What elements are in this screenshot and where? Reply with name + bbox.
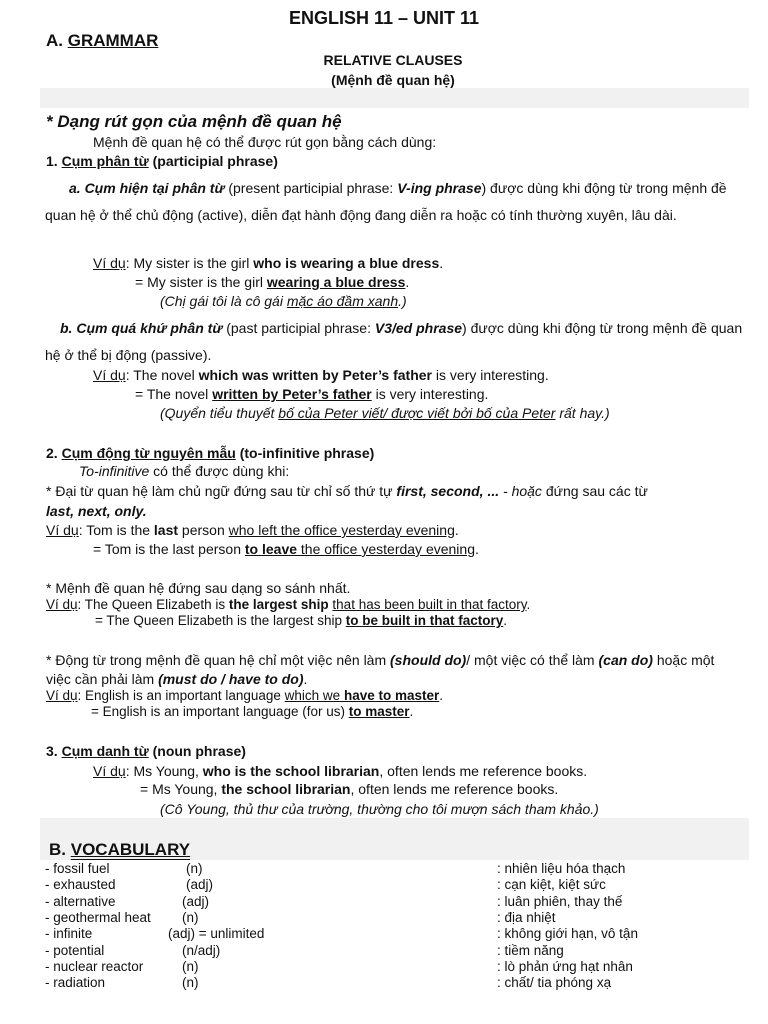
underlined-text: that has been built in that factory	[332, 597, 527, 612]
text: .	[303, 671, 308, 687]
vocab-pos: (adj)	[186, 877, 214, 893]
underlined-text: which we	[284, 688, 344, 703]
text: ) được dùng khi động từ trong mệnh đề quan hệ ở thể chủ động (active), diễn đạt hành động đang diễn ra hoặc có tính thường xuyên, lâu dài.	[45, 180, 727, 223]
text: .	[439, 255, 444, 271]
text: (past participial phrase:	[222, 320, 375, 336]
text: : Tom is the	[78, 522, 154, 538]
bold-italic-text: (must do / have to do)	[158, 671, 304, 687]
bold-text: to be built in that factory	[345, 613, 504, 628]
text: : The novel	[125, 367, 199, 383]
example-line	[95, 613, 507, 628]
part-num: 1.	[46, 153, 62, 169]
vocab-word: - potential	[45, 942, 105, 958]
vocab-pos: (n)	[186, 861, 203, 876]
text: = Ms Young,	[140, 781, 222, 797]
bold-text: wearing a blue dress	[266, 274, 406, 290]
part2-intro	[79, 463, 289, 479]
part-num: 2.	[46, 445, 62, 461]
bold-text: who is wearing a blue dress	[253, 255, 440, 271]
example-line	[93, 541, 479, 557]
vocab-word: - nuclear reactor	[45, 958, 144, 974]
text: : The Queen Elizabeth is	[77, 597, 229, 612]
vocab-meaning: : không giới hạn, vô tận	[497, 926, 638, 942]
part-label: Cụm phân từ	[61, 153, 149, 169]
section-band	[40, 88, 749, 108]
condition-line	[46, 483, 648, 499]
translation-line: (Cô Young, thủ thư của trường, thường cho tôi mượn sách tham khảo.)	[160, 801, 599, 817]
text: = The novel	[135, 386, 213, 402]
text: * Đại từ quan hệ làm chủ ngữ đứng sau từ chỉ số thứ tự	[46, 483, 397, 499]
text: : English is an important language	[77, 688, 285, 703]
vocab-meaning: : nhiên liệu hóa thạch	[497, 861, 626, 876]
text: .	[526, 597, 531, 612]
bold-text: who is the school librarian	[202, 763, 380, 779]
condition-line: last, next, only.	[46, 503, 147, 519]
page-title: ENGLISH 11 – UNIT 11	[288, 8, 480, 28]
text: rất hay.)	[555, 405, 610, 421]
text: , often lends me reference books.	[379, 763, 588, 779]
part-label: Cụm động từ nguyên mẫu	[61, 445, 236, 461]
text: * Động từ trong mệnh đề quan hệ chỉ một việc nên làm	[46, 652, 391, 668]
example-line	[46, 688, 443, 703]
part1-heading	[46, 153, 278, 169]
sub-label: b. Cụm quá khứ phân từ	[60, 320, 223, 336]
text: , often lends me reference books.	[350, 781, 559, 797]
section-label: GRAMMAR	[67, 31, 159, 50]
vocab-meaning: : lò phản ứng hạt nhân	[497, 958, 633, 974]
example-line	[93, 255, 443, 271]
vocab-meaning: : cạn kiệt, kiệt sức	[497, 877, 606, 893]
example-label: Ví dụ	[46, 688, 78, 703]
condition-line	[46, 671, 307, 687]
example-line	[135, 386, 488, 402]
bold-text: have to master	[343, 688, 440, 703]
vocab-word: - infinite	[45, 926, 93, 942]
example-line	[135, 274, 409, 290]
section-label: VOCABULARY	[70, 840, 191, 859]
text: = Tom is the last person	[93, 541, 245, 557]
example-line	[46, 597, 530, 612]
part-rest: (to-infinitive phrase)	[235, 445, 375, 461]
example-label: Ví dụ	[93, 255, 126, 271]
text: = My sister is the girl	[135, 274, 267, 290]
underlined-text: the office yesterday evening	[297, 541, 475, 557]
bold-term: V3/ed phrase	[374, 320, 463, 336]
text: = The Queen Elizabeth is the largest ship	[95, 613, 346, 628]
text: .	[474, 541, 479, 557]
text: is very interesting.	[371, 386, 489, 402]
reduce-intro: Mệnh đề quan hệ có thể được rút gọn bằng cách dùng:	[93, 134, 437, 150]
text: .	[409, 704, 414, 719]
text: đứng sau các từ	[541, 483, 648, 499]
bold-text: the school librarian	[221, 781, 351, 797]
section-prefix: A.	[46, 31, 68, 50]
part1-a-paragraph	[45, 175, 755, 229]
text: / một việc có thể làm	[466, 652, 599, 668]
text: (Quyển tiểu thuyết	[160, 405, 279, 421]
vocab-meaning: : luân phiên, thay thế	[497, 893, 623, 909]
text: person	[178, 522, 229, 538]
vocab-word: - radiation	[45, 975, 106, 991]
text: .	[503, 613, 508, 628]
example-label: Ví dụ	[93, 763, 126, 779]
vocab-pos: (n)	[182, 909, 199, 925]
vocab-word: - fossil fuel	[45, 861, 110, 876]
bold-text: to leave	[244, 541, 298, 557]
section-b-heading	[49, 840, 190, 860]
bold-text: the largest ship	[228, 597, 329, 612]
vocab-meaning: : địa nhiệt	[497, 909, 556, 925]
topic-subtitle: (Mệnh đề quan hệ)	[331, 72, 455, 88]
vocab-word: - exhausted	[45, 877, 116, 893]
text: : My sister is the girl	[125, 255, 254, 271]
topic-title: RELATIVE CLAUSES	[323, 52, 463, 68]
vocab-meaning: : tiềm năng	[497, 942, 564, 958]
example-line	[46, 522, 459, 538]
condition-line	[46, 652, 714, 668]
reduce-heading: * Dạng rút gọn của mệnh đề quan hệ	[46, 112, 342, 131]
bold-text: which was written by Peter’s father	[198, 367, 433, 383]
part3-heading	[46, 743, 246, 759]
vocab-word: - alternative	[45, 893, 116, 909]
section-prefix: B.	[49, 840, 71, 859]
bold-text: written by Peter’s father	[212, 386, 372, 402]
text: ) được dùng khi động từ trong mệnh đề quan hệ ở thể bị động (passive).	[45, 320, 743, 363]
translation-line	[160, 405, 610, 421]
vocab-pos: (n/adj)	[182, 942, 221, 958]
italic-text: To-infinitive	[79, 463, 150, 479]
example-line	[140, 781, 558, 797]
underlined-text: who left the office yesterday evening	[228, 522, 455, 538]
bold-text: last	[153, 522, 179, 538]
text: .	[439, 688, 444, 703]
part-rest: (noun phrase)	[148, 743, 246, 759]
text: .	[454, 522, 459, 538]
vocab-pos: (adj) = unlimited	[168, 926, 265, 942]
text: is very interesting.	[432, 367, 549, 383]
underlined-text: bố của Peter viết/ được viết bởi bố của Peter	[278, 405, 556, 421]
example-label: Ví dụ	[93, 367, 126, 383]
example-line	[93, 763, 587, 779]
vocab-pos: (n)	[182, 958, 199, 974]
bold-text: to master	[348, 704, 410, 719]
text: việc cần phải làm	[46, 671, 159, 687]
text: có thể được dùng khi:	[149, 463, 290, 479]
text: = English is an important language (for us)	[91, 704, 349, 719]
vocab-meaning: : chất/ tia phóng xạ	[497, 975, 612, 991]
text: hoặc một	[652, 652, 715, 668]
part2-heading	[46, 445, 374, 461]
bold-term: V-ing phrase	[397, 180, 482, 196]
part-num: 3.	[46, 743, 62, 759]
example-line	[93, 367, 549, 383]
part1-b-paragraph	[45, 315, 755, 369]
example-label: Ví dụ	[46, 597, 78, 612]
sub-label: a. Cụm hiện tại phân từ	[69, 180, 225, 196]
text: .	[405, 274, 410, 290]
vocab-pos: (adj)	[182, 893, 210, 909]
italic-text: - hoặc	[499, 483, 542, 499]
part-label: Cụm danh từ	[61, 743, 149, 759]
example-label: Ví dụ	[46, 522, 79, 538]
bold-italic-text: (can do)	[598, 652, 653, 668]
example-line	[91, 704, 413, 719]
translation-line	[160, 293, 407, 309]
text: (present participial phrase:	[224, 180, 398, 196]
underlined-text: mặc áo đầm xanh	[286, 293, 399, 309]
text: .)	[398, 293, 407, 309]
section-a-heading	[46, 31, 158, 51]
bold-italic-text: (should do)	[390, 652, 467, 668]
text: : Ms Young,	[125, 763, 203, 779]
text: (Chị gái tôi là cô gái	[160, 293, 287, 309]
vocab-pos: (n)	[182, 975, 199, 991]
vocab-word: - geothermal heat	[45, 909, 151, 925]
part-rest: (participial phrase)	[148, 153, 278, 169]
bold-italic-text: first, second, ...	[396, 483, 500, 499]
condition-line: * Mệnh đề quan hệ đứng sau dạng so sánh nhất.	[46, 580, 351, 596]
